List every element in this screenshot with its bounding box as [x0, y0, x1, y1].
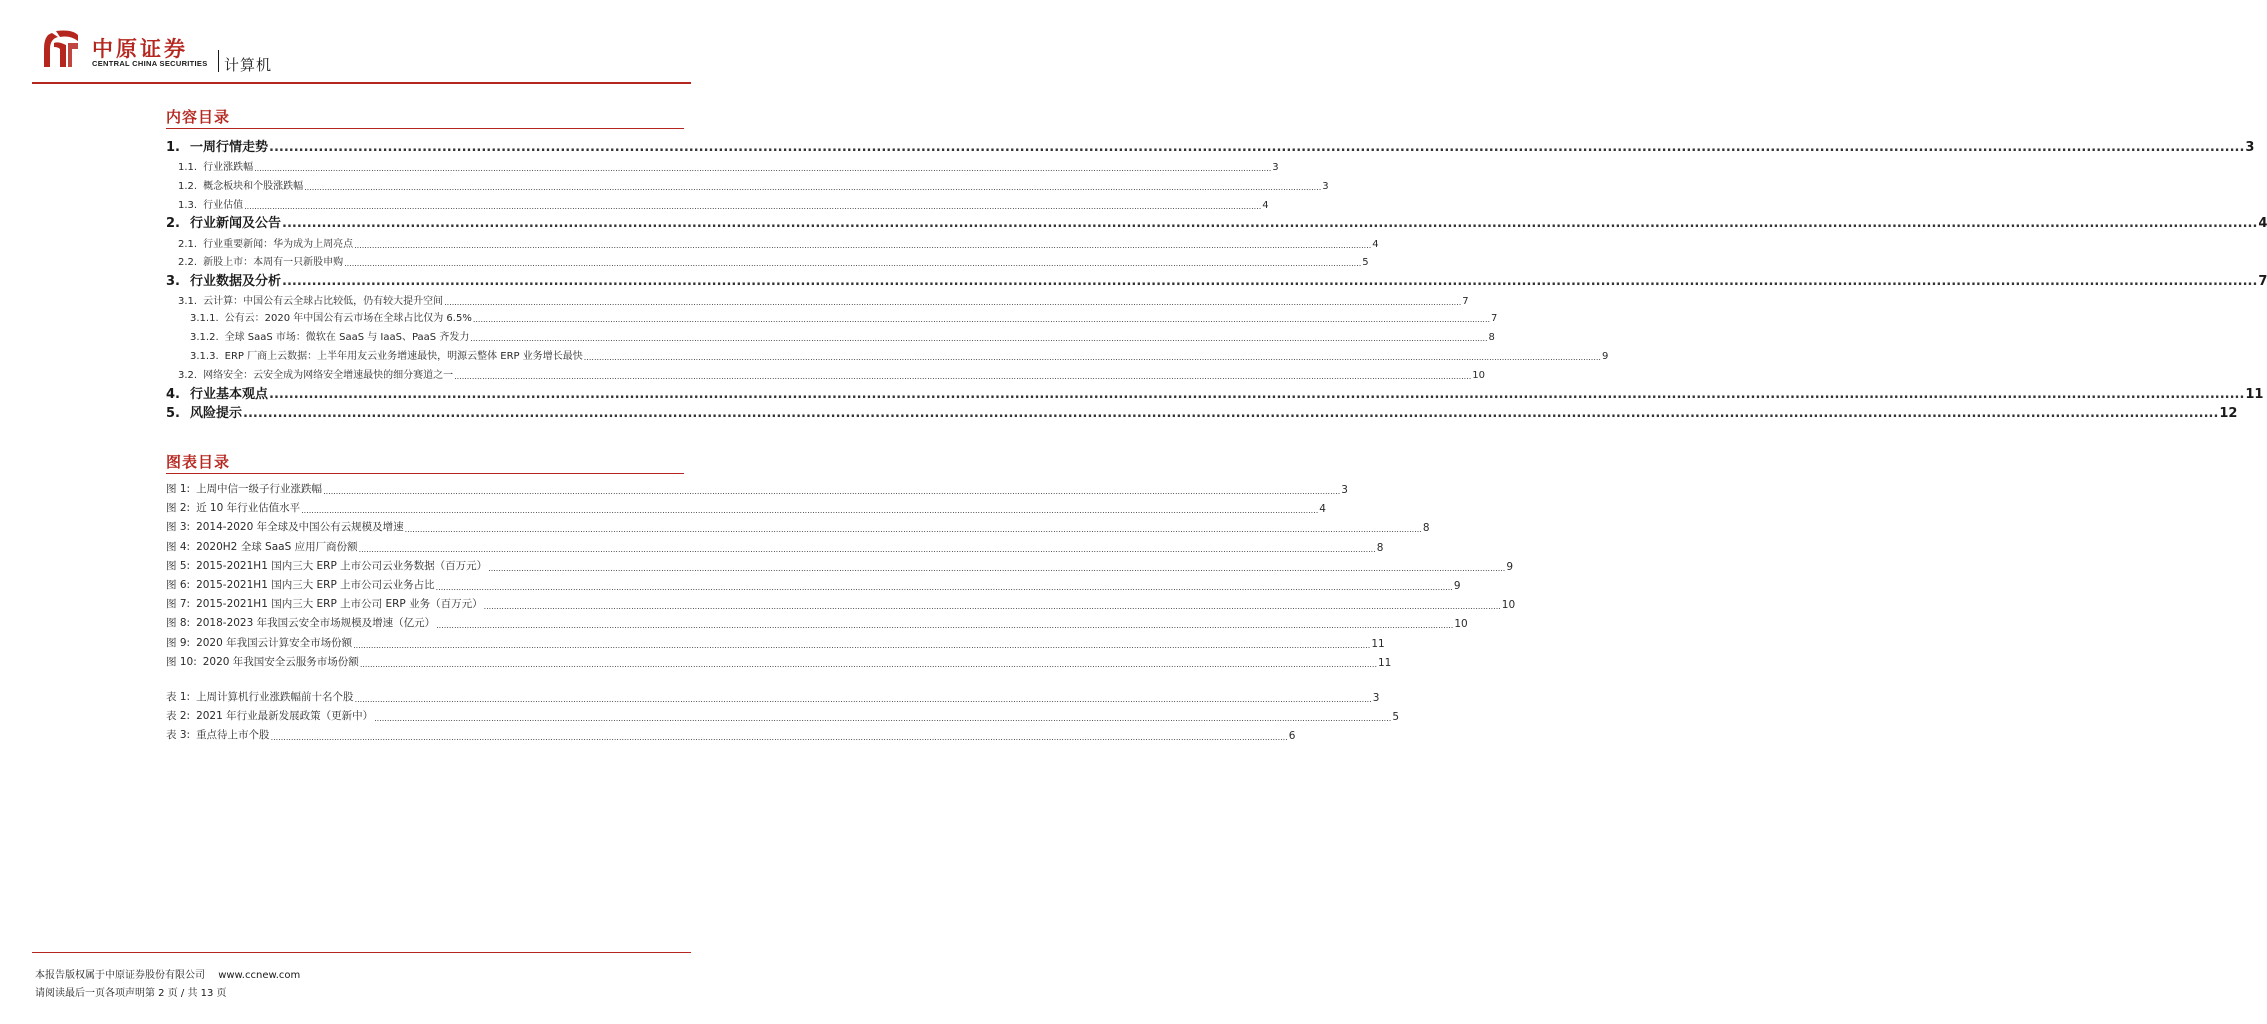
page-number: 7 — [1462, 296, 1469, 307]
central-china-securities-logo-icon — [42, 27, 80, 69]
page-number: 9 — [1506, 560, 1514, 573]
entry-number: 图 4: — [166, 540, 191, 553]
figure-entry[interactable] — [166, 636, 1385, 650]
dot-leader: ................................................................................................................................................................................................................................................................................................................................................................................................................ — [301, 506, 1319, 516]
entry-number: 图 6: — [166, 579, 191, 591]
entry-title: 一周行情走势 — [189, 140, 268, 155]
dot-leader: ................................................................................................................................................................................................................................................................................................................................................................................................................ — [269, 140, 2245, 155]
page-number: 3 — [1322, 181, 1329, 192]
entry-title: 行业基本观点 — [189, 387, 268, 402]
page-number: 10 — [1472, 370, 1486, 381]
page-number: 3 — [1341, 484, 1348, 496]
entry-title: 2020H2 全球 SaaS 应用厂商份额 — [196, 540, 358, 553]
page-number: 9 — [1601, 351, 1609, 362]
page-number: 5 — [1362, 257, 1369, 268]
entry-number: 图 8: — [166, 617, 191, 630]
dot-leader: ................................................................................................................................................................................................................................................................................................................................................................................................................ — [488, 563, 1506, 573]
figure-entry[interactable] — [166, 520, 1430, 535]
dot-leader: ................................................................................................................................................................................................................................................................................................................................................................................................................ — [374, 714, 1392, 723]
entry-number: 表 1: — [166, 691, 191, 703]
footer-rule — [32, 952, 691, 953]
page-number: 11 — [1378, 656, 1392, 669]
figure-entry[interactable] — [166, 501, 1326, 516]
header-separator — [218, 50, 219, 72]
dot-leader: ................................................................................................................................................................................................................................................................................................................................................................................................................ — [454, 372, 1472, 381]
entry-number: 3.1. — [178, 296, 198, 307]
table-entry[interactable] — [166, 728, 1296, 742]
page-number: 11 — [1371, 637, 1385, 650]
toc-entry[interactable] — [190, 348, 1609, 362]
figure-entry[interactable] — [166, 655, 1392, 669]
copyright-text: 本报告版权属于中原证券股份有限公司 — [35, 970, 205, 981]
figure-entry[interactable] — [166, 616, 1468, 631]
page-number: 5 — [1392, 711, 1399, 723]
entry-title: 2014-2020 年全球及中国公有云规模及增速 — [196, 521, 404, 534]
entry-title: 全球 SaaS 市场：微软在 SaaS 与 IaaS、PaaS 齐发力 — [224, 332, 470, 343]
figure-entry[interactable] — [166, 482, 1348, 496]
dot-leader: ................................................................................................................................................................................................................................................................................................................................................................................................................ — [270, 733, 1288, 742]
entry-number: 3.1.2. — [190, 332, 219, 343]
entry-title: 行业数据及分析 — [189, 274, 281, 289]
entry-number: 3.2. — [178, 370, 198, 381]
entry-number: 图 9: — [166, 636, 191, 649]
logo-chinese-name: 中原证券 — [92, 36, 188, 61]
page-number: 8 — [1422, 522, 1430, 535]
entry-title: 2015-2021H1 国内三大 ERP 上市公司云业务数据（百万元） — [196, 559, 488, 572]
toc-entry[interactable] — [178, 178, 1329, 192]
entry-title: 近 10 年行业估值水平 — [196, 502, 301, 515]
toc-entry[interactable] — [190, 329, 1495, 343]
dot-leader: ................................................................................................................................................................................................................................................................................................................................................................................................................ — [254, 164, 1272, 173]
entry-number: 图 3: — [166, 521, 191, 534]
toc-entry[interactable] — [166, 272, 2267, 289]
industry-label: 计算机 — [224, 56, 273, 74]
entry-number: 1.2. — [178, 181, 198, 192]
toc-entry[interactable] — [178, 236, 1379, 250]
entry-title: 云计算：中国公有云全球占比较低，仍有较大提升空间 — [203, 296, 444, 307]
toc-title: 内容目录 — [166, 108, 231, 126]
entry-title: 公有云：2020 年中国公有云市场在全球占比仅为 6.5% — [224, 313, 472, 324]
table-entry[interactable] — [166, 690, 1380, 704]
entry-title: ERP 厂商上云数据：上半年用友云业务增速最快，明源云整体 ERP 业务增长最快 — [224, 351, 583, 362]
toc-entry[interactable] — [190, 310, 1498, 324]
toc-entry[interactable] — [166, 404, 2238, 421]
entry-title: 新股上市：本周有一只新股申购 — [203, 257, 344, 268]
dot-leader: ................................................................................................................................................................................................................................................................................................................................................................................................................ — [282, 274, 2258, 289]
figure-entry[interactable] — [166, 559, 1514, 573]
entry-number: 表 2: — [166, 710, 191, 722]
page-number: 12 — [2219, 406, 2238, 421]
entry-number: 表 3: — [166, 729, 191, 741]
entry-title: 行业重要新闻：华为成为上周亮点 — [203, 239, 354, 250]
toc-entry[interactable] — [178, 159, 1279, 173]
toc-entry[interactable] — [178, 367, 1486, 381]
figure-entry[interactable] — [166, 540, 1384, 554]
entry-number: 2. — [166, 216, 180, 231]
dot-leader: ................................................................................................................................................................................................................................................................................................................................................................................................................ — [359, 659, 1377, 669]
dot-leader: ................................................................................................................................................................................................................................................................................................................................................................................................................ — [244, 202, 1262, 211]
toc-entry[interactable] — [166, 138, 2255, 155]
entry-title: 重点待上市个股 — [196, 729, 270, 741]
header-rule — [32, 82, 691, 84]
dot-leader: ................................................................................................................................................................................................................................................................................................................................................................................................................ — [354, 695, 1372, 704]
entry-title: 概念板块和个股涨跌幅 — [203, 181, 304, 192]
entry-title: 上周中信一级子行业涨跌幅 — [196, 483, 323, 495]
entry-number: 2.1. — [178, 239, 198, 250]
entry-title: 2015-2021H1 国内三大 ERP 上市公司 ERP 业务（百万元） — [196, 598, 483, 611]
entry-number: 4. — [166, 387, 180, 402]
toc-entry[interactable] — [166, 385, 2264, 402]
page-number: 4 — [1262, 200, 1269, 211]
page-number: 8 — [1488, 332, 1495, 343]
page-number: 8 — [1376, 541, 1384, 554]
figure-entry[interactable] — [166, 597, 1516, 612]
website-link[interactable]: www.ccnew.com — [218, 970, 301, 981]
figures-title: 图表目录 — [166, 453, 231, 471]
entry-title: 网络安全：云安全成为网络安全增速最快的细分赛道之一 — [203, 370, 454, 381]
entry-number: 图 7: — [166, 598, 191, 611]
entry-number: 图 2: — [166, 502, 191, 515]
toc-entry[interactable] — [178, 293, 1469, 307]
page-number: 3 — [1272, 162, 1279, 173]
entry-number: 3.1.3. — [190, 351, 219, 362]
toc-title-rule — [166, 128, 684, 129]
page-number: 4 — [1319, 503, 1326, 516]
page-number: 9 — [1453, 580, 1461, 592]
dot-leader: ................................................................................................................................................................................................................................................................................................................................................................................................................ — [472, 315, 1491, 324]
entry-number: 3. — [166, 274, 180, 289]
dot-leader: ................................................................................................................................................................................................................................................................................................................................................................................................................ — [344, 259, 1362, 268]
toc-entry[interactable] — [178, 197, 1269, 211]
entry-number: 1.1. — [178, 162, 198, 173]
page-number: 7 — [1491, 313, 1498, 324]
entry-number: 3.1.1. — [190, 313, 219, 324]
dot-leader: ................................................................................................................................................................................................................................................................................................................................................................................................................ — [470, 334, 1488, 343]
toc-entry[interactable] — [166, 214, 2267, 231]
page-number: 3 — [1372, 692, 1380, 704]
dot-leader: ................................................................................................................................................................................................................................................................................................................................................................................................................ — [358, 544, 1376, 554]
dot-leader: ................................................................................................................................................................................................................................................................................................................................................................................................................ — [282, 216, 2258, 231]
dot-leader: ................................................................................................................................................................................................................................................................................................................................................................................................................ — [436, 621, 1454, 631]
dot-leader: ................................................................................................................................................................................................................................................................................................................................................................................................................ — [354, 241, 1372, 250]
entry-title: 行业涨跌幅 — [203, 162, 254, 173]
entry-number: 2.2. — [178, 257, 198, 268]
page-number: 4 — [1372, 239, 1379, 250]
page-number: 7 — [2258, 274, 2267, 289]
entry-title: 2018-2023 年我国云安全市场规模及增速（亿元） — [196, 617, 436, 630]
entry-number: 1.3. — [178, 200, 198, 211]
page-number: 10 — [1454, 618, 1468, 631]
dot-leader: ................................................................................................................................................................................................................................................................................................................................................................................................................ — [269, 387, 2245, 402]
footer-copyright — [35, 966, 300, 981]
entry-title: 上周计算机行业涨跌幅前十名个股 — [196, 691, 354, 703]
entry-number: 5. — [166, 406, 180, 421]
logo-english-name: CENTRAL CHINA SECURITIES — [92, 59, 208, 68]
entry-number: 图 5: — [166, 559, 191, 572]
dot-leader: ................................................................................................................................................................................................................................................................................................................................................................................................................ — [435, 583, 1453, 592]
dot-leader: ................................................................................................................................................................................................................................................................................................................................................................................................................ — [444, 298, 1462, 307]
page-number: 11 — [2245, 387, 2264, 402]
dot-leader: ................................................................................................................................................................................................................................................................................................................................................................................................................ — [404, 525, 1422, 535]
dot-leader: ................................................................................................................................................................................................................................................................................................................................................................................................................ — [243, 406, 2219, 421]
entry-title: 行业估值 — [203, 200, 244, 211]
entry-number: 1. — [166, 140, 180, 155]
dot-leader: ................................................................................................................................................................................................................................................................................................................................................................................................................ — [323, 487, 1341, 496]
page-number: 10 — [1501, 599, 1516, 612]
page-number: 4 — [2258, 216, 2267, 231]
entry-title: 风险提示 — [189, 406, 242, 421]
dot-leader: ................................................................................................................................................................................................................................................................................................................................................................................................................ — [353, 640, 1371, 650]
entry-title: 2021 年行业最新发展政策（更新中） — [196, 710, 374, 722]
page-header — [0, 0, 724, 95]
table-entry[interactable] — [166, 709, 1399, 723]
toc-entry[interactable] — [178, 254, 1369, 268]
page-number: 3 — [2245, 140, 2255, 155]
entry-title: 2015-2021H1 国内三大 ERP 上市公司云业务占比 — [196, 579, 435, 591]
dot-leader: ................................................................................................................................................................................................................................................................................................................................................................................................................ — [583, 353, 1601, 362]
entry-title: 2020 年我国安全云服务市场份额 — [202, 655, 359, 668]
dot-leader: ................................................................................................................................................................................................................................................................................................................................................................................................................ — [304, 183, 1322, 192]
entry-title: 2020 年我国云计算安全市场份额 — [196, 636, 353, 649]
figure-entry[interactable] — [166, 578, 1461, 592]
dot-leader: ................................................................................................................................................................................................................................................................................................................................................................................................................ — [483, 602, 1501, 612]
entry-title: 行业新闻及公告 — [189, 216, 281, 231]
footer-page-note: 请阅读最后一页各项声明第 2 页 / 共 13 页 — [35, 988, 227, 999]
entry-number: 图 10: — [166, 655, 197, 668]
figures-title-rule — [166, 473, 684, 474]
entry-number: 图 1: — [166, 483, 191, 495]
page-number: 6 — [1288, 730, 1296, 742]
